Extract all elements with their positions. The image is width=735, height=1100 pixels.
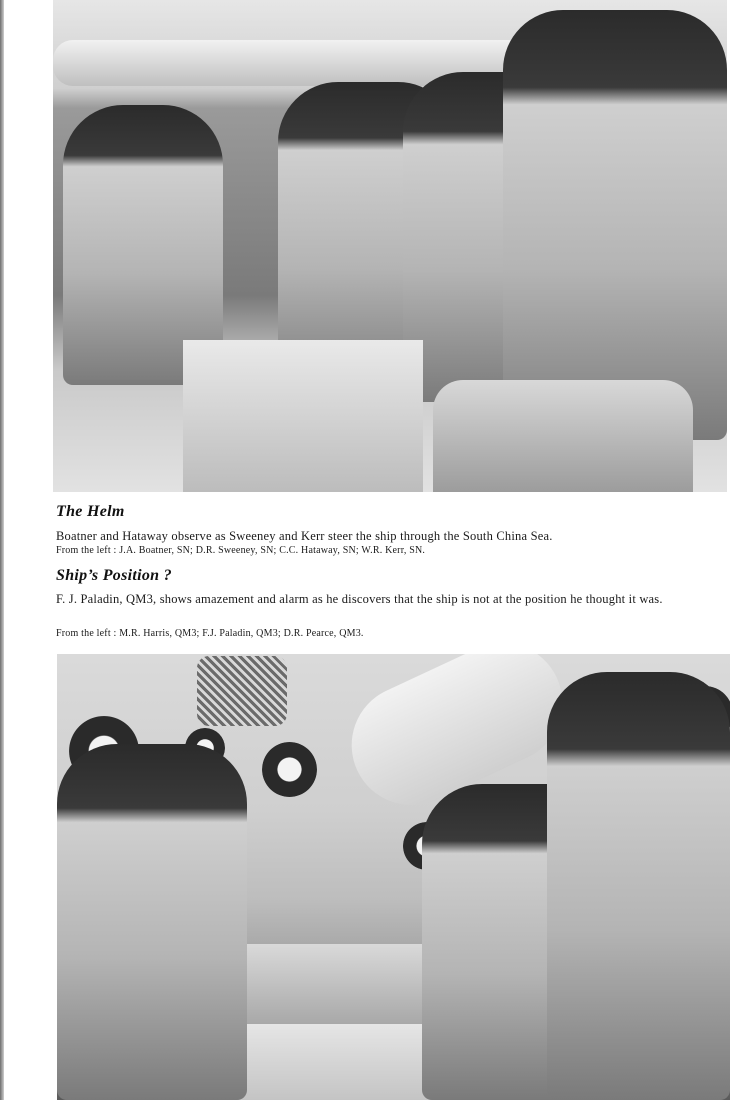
vent-shape	[197, 656, 287, 726]
ship-wheel-shape	[433, 380, 693, 492]
sailor-figure	[57, 744, 247, 1100]
sailor-figure	[503, 10, 727, 440]
section-title-helm: The Helm	[56, 503, 125, 520]
section-credits-helm: From the left : J.A. Boatner, SN; D.R. Sweeney, SN; C.C. Hataway, SN; W.R. Kerr, SN.	[56, 545, 426, 556]
helm-console-shape	[183, 340, 423, 492]
helm-photo	[53, 0, 727, 492]
page-edge	[0, 0, 4, 1100]
section-description-helm: Boatner and Hataway observe as Sweeney and Kerr steer the ship through the South China Sea.	[56, 529, 553, 543]
sailor-figure	[547, 672, 730, 1100]
section-credits-ships-position: From the left : M.R. Harris, QM3; F.J. Paladin, QM3; D.R. Pearce, QM3.	[56, 628, 364, 639]
gauge-shape	[262, 742, 317, 797]
section-description-ships-position: F. J. Paladin, QM3, shows amazement and alarm as he discovers that the ship is not at the position he thought it was.	[56, 592, 663, 606]
section-title-ships-position: Ship’s Position ?	[56, 567, 172, 584]
ships-position-photo	[57, 654, 730, 1100]
